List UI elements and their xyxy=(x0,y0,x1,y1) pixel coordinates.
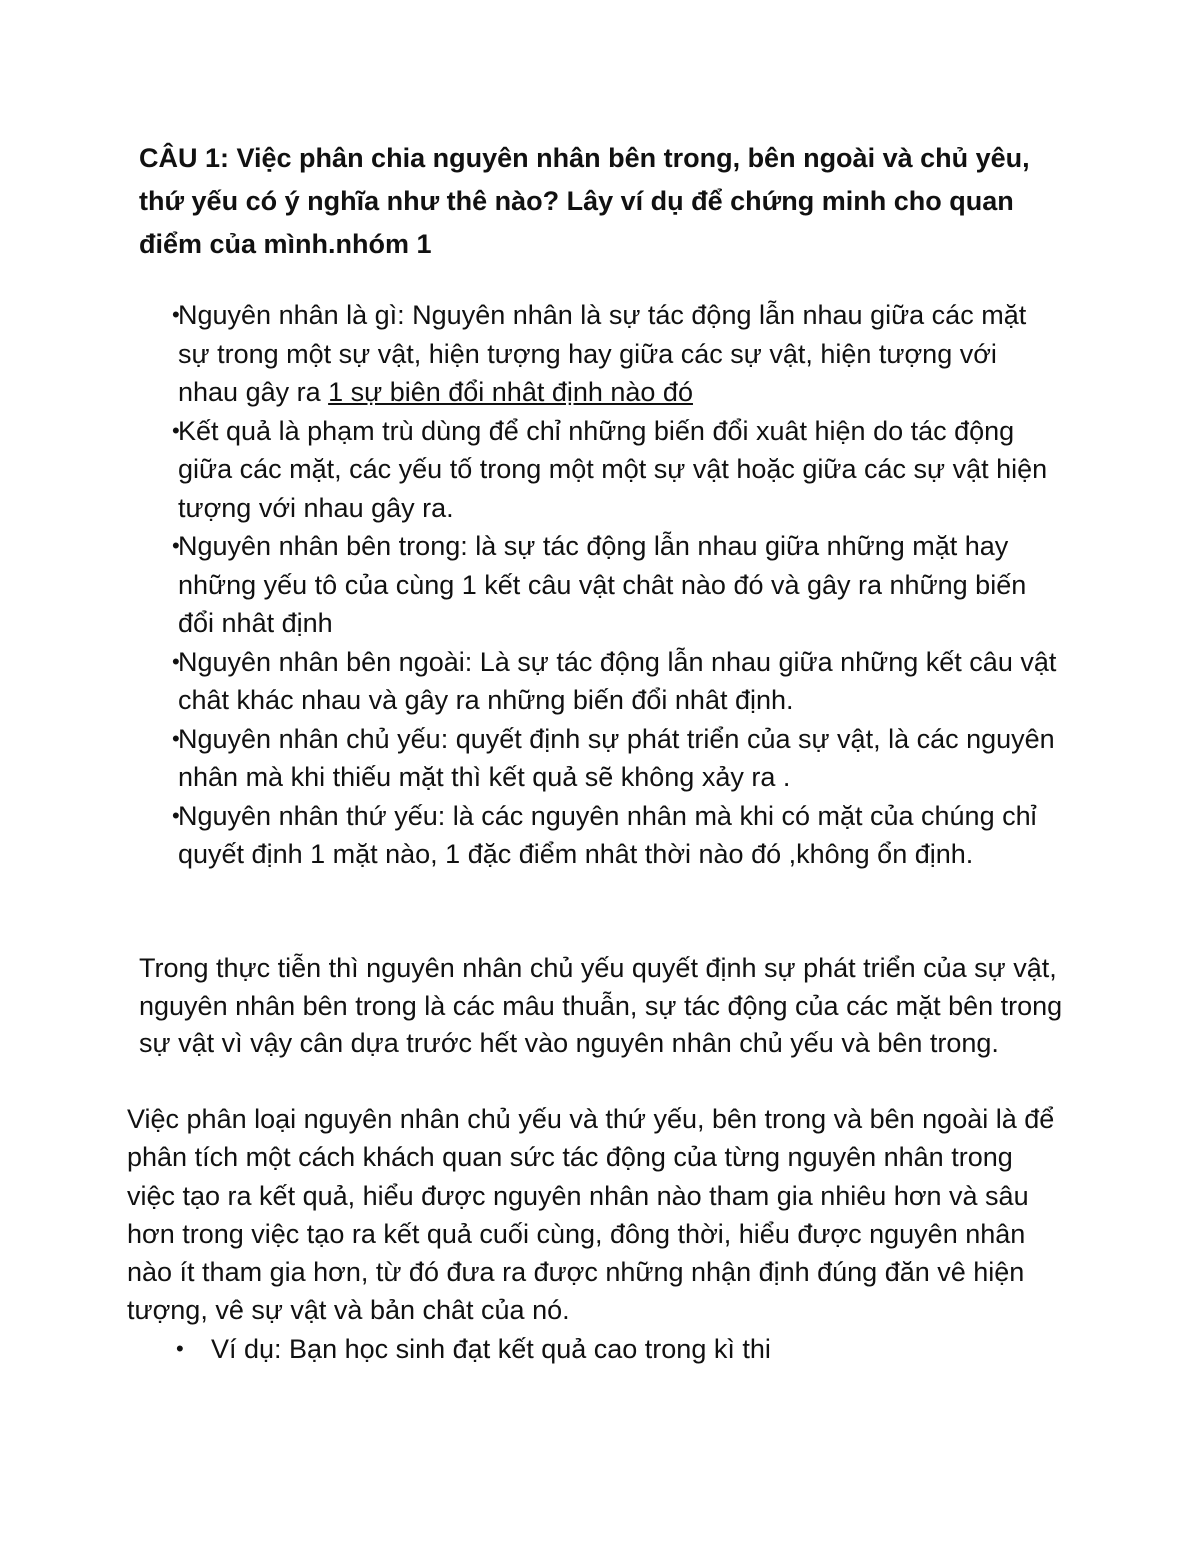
meaning-paragraph: Việc phân loại nguyên nhân chủ yếu và thứ yếu, bên trong và bên ngoài là để phân tích một cách khách quan sức tác động của từng nguyên nhân trong việc tạo ra kết quả, hiểu được nguyên nhân nào tham gia nhiêu hơn và sâu hơn trong việc tạo ra kết quả cuối cùng, đông thời, hiểu được nguyên nhân nào ít tham gia hơn, từ đó đưa ra được những nhận định đúng đăn vê hiện tượng, vê sự vật và bản chât của nó. xyxy=(127,1104,1055,1326)
list-item xyxy=(0,643,1058,720)
definition-cause-text: Nguyên nhân là gì: Nguyên nhân là sự tác động lẫn nhau giữa các mặt sự trong một sự vật, hiện tượng hay giữa các sự vật, hiện tượng với nhau gây ra xyxy=(178,300,1027,407)
bullet-icon: • xyxy=(172,533,180,558)
definition-text: Nguyên nhân chủ yếu: quyết định sự phát triển của sự vật, là các nguyên nhân mà khi thiếu mặt thì kết quả sẽ không xảy ra . xyxy=(178,723,1055,792)
list-item xyxy=(0,720,1058,797)
bullet-icon: • xyxy=(176,1336,184,1361)
list-item xyxy=(0,527,1058,643)
example-list xyxy=(0,1330,1200,1368)
underlined-text: 1 sự biên đổi nhât định nào đó xyxy=(328,377,693,407)
question-heading: CÂU 1: Việc phân chia nguyên nhân bên trong, bên ngoài và chủ yêu, thứ yếu có ý nghĩa như thê nào? Lây ví dụ để chứng minh cho quan điểm của mình.nhóm 1 xyxy=(139,143,1030,259)
list-item xyxy=(0,797,1058,874)
definition-list xyxy=(0,296,1200,874)
definition-text: Kết quả là phạm trù dùng để chỉ những biến đổi xuât hiện do tác động giữa các mặt, các yếu tố trong một một sự vật hoặc giữa các sự vật hiện tượng với nhau gây ra. xyxy=(178,415,1048,523)
bullet-icon: • xyxy=(172,648,180,674)
definition-text: Nguyên nhân thứ yếu: là các nguyên nhân mà khi có mặt của chúng chỉ quyết định 1 mặt nào, 1 đặc điểm nhât thời nào đó ,không ổn định. xyxy=(178,800,1037,869)
bullet-icon: • xyxy=(172,725,180,751)
bullet-icon: • xyxy=(172,802,180,828)
practice-paragraph: Trong thực tiễn thì nguyên nhân chủ yếu quyết định sự phát triển của sự vật, nguyên nhân bên trong là các mâu thuẫn, sự tác động của các mặt bên trong sự vật vì vậy cân dựa trước hết vào nguyên nhân chủ yếu và bên trong. xyxy=(139,953,1063,1058)
list-item xyxy=(0,1330,1200,1368)
bullet-icon: • xyxy=(172,302,180,327)
list-item xyxy=(0,296,1058,412)
definition-text: Nguyên nhân bên trong: là sự tác động lẫn nhau giữa những mặt hay những yếu tô của cùng 1 kết câu vật chât nào đó và gây ra những biến đổi nhât định xyxy=(178,531,1027,638)
definition-text xyxy=(178,296,1058,412)
definition-text: Nguyên nhân bên ngoài: Là sự tác động lẫn nhau giữa những kết câu vật chât khác nhau và gây ra những biến đổi nhât định. xyxy=(178,646,1057,715)
example-text: Ví dụ: Bạn học sinh đạt kết quả cao trong kì thi xyxy=(211,1334,771,1364)
list-item xyxy=(0,412,1058,528)
bullet-icon: • xyxy=(172,417,180,443)
